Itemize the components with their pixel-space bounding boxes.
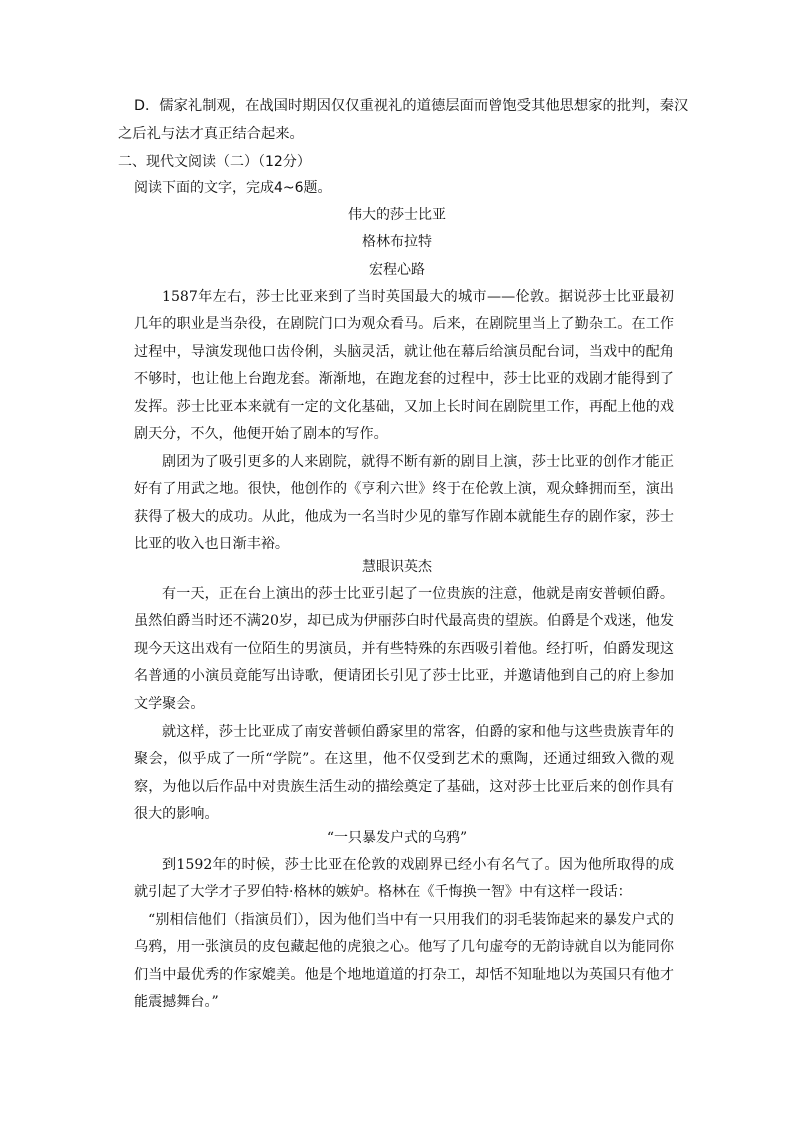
paragraph-6-quote: “别相信他们（指演员们），因为他们当中有一只用我们的羽毛装饰起来的暴发户式的乌鸦，用一张演员的皮包藏起他的虎狼之心。他写了几句虚夸的无韵诗就自以为能同你们当中最优秀的作家媲美。他是个地地道道的打杂工，却恬不知耻地以为英国只有他才能震撼舞台。”	[134, 912, 674, 1011]
paragraph-4: 就这样，莎士比亚成了南安普顿伯爵家里的常客，伯爵的家和他与这些贵族青年的聚会，似乎成了一所“学院”。在这里，他不仅受到艺术的熏陶，还通过细致入微的观察，为他以后作品中对贵族生活生动的描绘奠定了基础，这对莎士比亚后来的创作具有很大的影响。	[134, 724, 674, 823]
option-d-line2: 之后礼与法才真正结合起来。	[118, 126, 304, 142]
article-author: 格林布拉特	[362, 234, 432, 250]
paragraph-5: 到1592年的时候，莎士比亚在伦敦的戏剧界已经小有名气了。因为他所取得的成就引起了大学才子罗伯特·格林的嫉妒。格林在《千悔换一智》中有这样一段话：	[134, 857, 674, 901]
paragraph-3: 有一天，正在台上演出的莎士比亚引起了一位贵族的注意，他就是南安普顿伯爵。虽然伯爵当时还不满20岁，却已成为伊丽莎白时代最高贵的望族。伯爵是个戏迷，他发现今天这出戏有一位陌生的男演员，并有些特殊的东西吸引着他。经打听，伯爵发现这名普通的小演员竟能写出诗歌，便请团长引见了莎士比亚，并邀请他到自己的府上参加文学聚会。	[134, 586, 674, 712]
option-d-line1: D．儒家礼制观，在战国时期因仅仅重视礼的道德层面而曾饱受其他思想家的批判，秦汉	[134, 98, 689, 114]
subtitle-3: “一只暴发户式的乌鸦”	[326, 830, 468, 846]
paragraph-2: 剧团为了吸引更多的人来剧院，就得不断有新的剧目上演，莎士比亚的创作才能正好有了用武之地。很快，他创作的《亨利六世》终于在伦敦上演，观众蜂拥而至，演出获得了极大的成功。从此，他成为一名当时少见的靠写作剧本就能生存的剧作家，莎士比亚的收入也日渐丰裕。	[134, 454, 674, 553]
subtitle-2: 慧眼识英杰	[362, 559, 432, 575]
article-title: 伟大的莎士比亚	[348, 207, 446, 223]
section-title: 二、现代文阅读（二）（12分）	[118, 154, 311, 170]
paragraph-1: 1587年左右，莎士比亚来到了当时英国最大的城市——伦敦。据说莎士比亚最初几年的职业是当杂役，在剧院门口为观众看马。后来，在剧院里当上了勤杂工。在工作过程中，导演发现他口齿伶俐，头脑灵活，就让他在幕后给演员配台词，当戏中的配角不够时，也让他上台跑龙套。渐渐地，在跑龙套的过程中，莎士比亚的戏剧才能得到了发挥。莎士比亚本来就有一定的文化基础，又加上长时间在剧院里工作，再配上他的戏剧天分，不久，他便开始了剧本的写作。	[134, 289, 674, 443]
instruction: 阅读下面的文字，完成4~6题。	[134, 180, 332, 196]
subtitle-1: 宏程心路	[369, 262, 425, 278]
